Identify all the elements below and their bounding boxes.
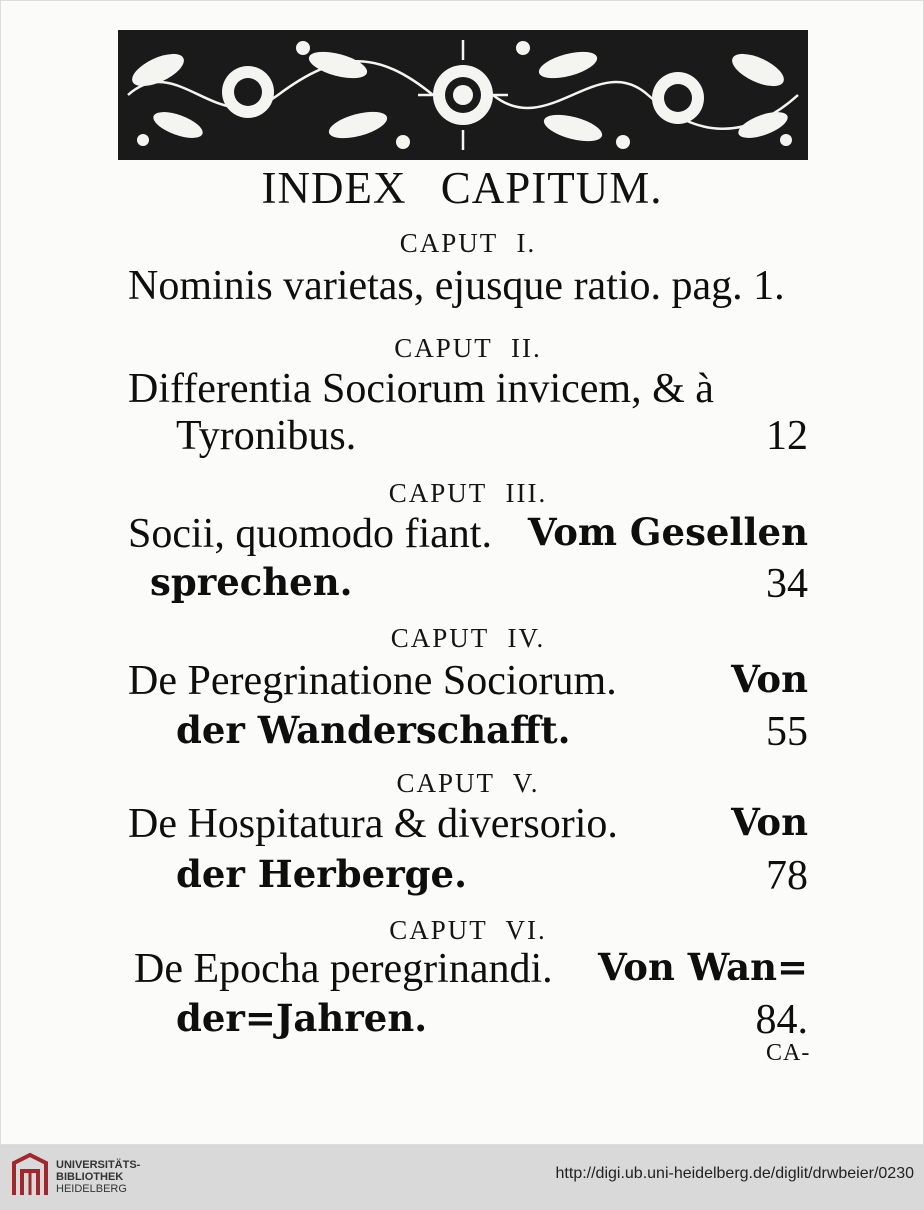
chapter-heading-2: CAPUT II. bbox=[394, 333, 542, 363]
page-number: 78 bbox=[766, 853, 808, 899]
chapter-5-entry-line-1 bbox=[128, 800, 808, 848]
institution-name[interactable] bbox=[56, 1159, 140, 1195]
university-library-logo-icon[interactable] bbox=[8, 1151, 52, 1203]
chapter-6-entry-line-1 bbox=[134, 945, 808, 993]
entry-german-text: der Wanderschafft. bbox=[176, 708, 571, 752]
chapter-heading-3: CAPUT III. bbox=[388, 478, 548, 508]
entry-latin-text: De Epocha peregrinandi. bbox=[134, 946, 553, 992]
institution-line-3: HEIDELBERG bbox=[56, 1183, 127, 1195]
chapter-4-entry-line-1 bbox=[128, 657, 808, 705]
page-number: 55 bbox=[766, 709, 808, 755]
institution-line-1: UNIVERSITÄTS- bbox=[56, 1159, 141, 1171]
entry-german-text: der=Jahren. bbox=[176, 996, 428, 1040]
chapter-2-entry-line-1 bbox=[128, 365, 808, 413]
chapter-heading-1: CAPUT I. bbox=[399, 228, 537, 258]
catchword: CA- bbox=[766, 1040, 811, 1066]
page-title: INDEX CAPITUM. bbox=[261, 163, 663, 213]
entry-german-text: Von Wan= bbox=[598, 945, 808, 989]
chapter-2-entry-line-2 bbox=[176, 412, 808, 460]
chapter-6-entry-line-2 bbox=[176, 996, 808, 1044]
chapter-4-entry-line-2 bbox=[176, 708, 808, 756]
chapter-1-entry-line-1 bbox=[128, 262, 808, 310]
entry-latin-text: Tyronibus. bbox=[176, 413, 357, 459]
chapter-3-entry-line-1 bbox=[128, 510, 808, 558]
entry-latin-text: De Hospitatura & diversorio. bbox=[128, 801, 618, 847]
page-number: 84. bbox=[755, 997, 808, 1043]
entry-latin-text: Socii, quomodo fiant. bbox=[128, 511, 492, 557]
entry-latin-text: Nominis varietas, ejusque ratio. pag. 1. bbox=[128, 263, 785, 309]
chapter-heading-6: CAPUT VI. bbox=[389, 915, 547, 945]
page-number: 12 bbox=[766, 413, 808, 459]
entry-german-text: Vom Gesellen bbox=[527, 510, 808, 554]
entry-german-text: sprechen. bbox=[150, 560, 353, 604]
chapter-heading-4: CAPUT IV. bbox=[390, 623, 546, 653]
floral-ornament-banner bbox=[118, 30, 808, 160]
permalink-url[interactable]: http://digi.ub.uni-heidelberg.de/diglit/drwbeier/0230 bbox=[555, 1165, 914, 1182]
entry-latin-text: Differentia Sociorum invicem, & à bbox=[128, 366, 714, 412]
entry-german-text: Von bbox=[731, 800, 808, 844]
chapter-5-entry-line-2 bbox=[176, 852, 808, 900]
institution-line-2: BIBLIOTHEK bbox=[56, 1171, 124, 1183]
entry-german-text: Von bbox=[731, 657, 808, 701]
chapter-3-entry-line-2 bbox=[150, 560, 808, 608]
viewer-footer-bar bbox=[0, 1145, 924, 1210]
entry-latin-text: De Peregrinatione Sociorum. bbox=[128, 658, 617, 704]
page-number: 34 bbox=[766, 561, 808, 607]
entry-german-text: der Herberge. bbox=[176, 852, 467, 896]
chapter-heading-5: CAPUT V. bbox=[396, 768, 540, 798]
